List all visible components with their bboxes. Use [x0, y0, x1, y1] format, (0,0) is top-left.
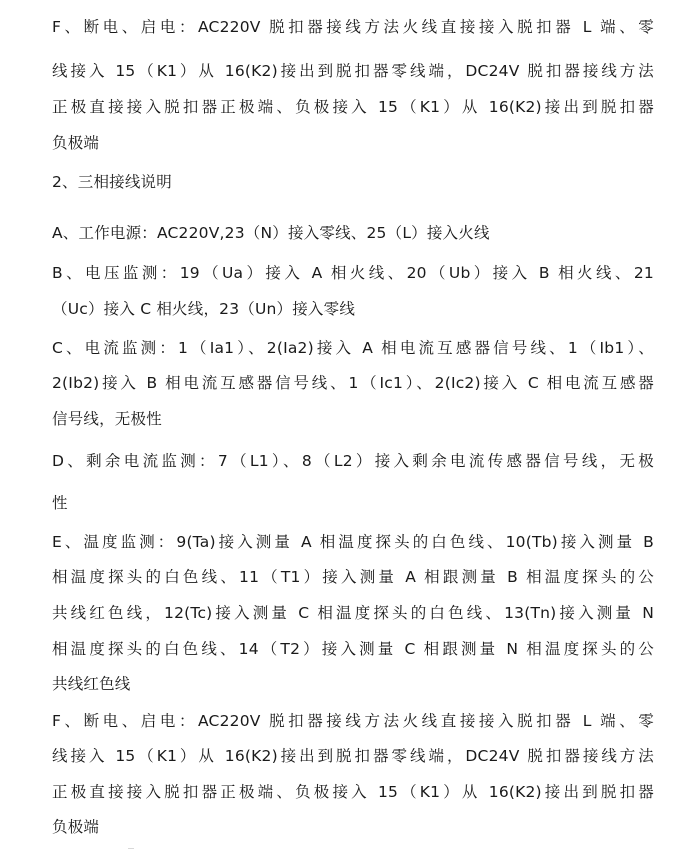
paragraph-e-line-1: E、温度监测：9(Ta)接入测量 A 相温度探头的白色线、10(Tb)接入测量 B	[52, 533, 654, 551]
paragraph-b-line-2: （Uc）接入 C 相火线，23（Un）接入零线	[52, 300, 356, 318]
paragraph-b-line-1: B、电压监测：19（Ua）接入 A 相火线、20（Ub）接入 B 相火线、21	[52, 264, 654, 282]
paragraph-f-top-line-4: 负极端	[52, 134, 100, 152]
section-title: 2、三相接线说明	[52, 173, 172, 191]
paragraph-d-line-1: D、剩余电流监测：7（L1）、8（L2）接入剩余电流传感器信号线，无极	[52, 452, 654, 470]
paragraph-c-line-3: 信号线，无极性	[52, 410, 162, 428]
paragraph-c-line-1: C、电流监测：1（Ia1）、2(Ia2)接入 A 相电流互感器信号线、1（Ib1）、	[52, 339, 654, 357]
paragraph-f-bottom-line-4: 负极端	[52, 818, 100, 836]
paragraph-e-line-2: 相温度探头的白色线、11（T1）接入测量 A 相跟测量 B 相温度探头的公	[52, 568, 654, 586]
paragraph-f-bottom-line-1: F、断电、启电：AC220V 脱扣器接线方法火线直接接入脱扣器 L 端、零	[52, 712, 654, 730]
paragraph-f-top-line-3: 正极直接接入脱扣器正极端、负极接入 15（K1）从 16(K2)接出到脱扣器	[52, 98, 654, 116]
paragraph-f-bottom-line-2: 线接入 15（K1）从 16(K2)接出到脱扣器零线端，DC24V 脱扣器接线方法	[52, 747, 654, 765]
paragraph-e-line-3: 共线红色线，12(Tc)接入测量 C 相温度探头的白色线、13(Tn)接入测量 N	[52, 604, 654, 622]
paragraph-f-top-line-2: 线接入 15（K1）从 16(K2)接出到脱扣器零线端，DC24V 脱扣器接线方法	[52, 62, 654, 80]
page-edge-mark	[128, 848, 134, 849]
paragraph-d-line-2: 性	[52, 494, 68, 512]
paragraph-e-line-4: 相温度探头的白色线、14（T2）接入测量 C 相跟测量 N 相温度探头的公	[52, 640, 654, 658]
paragraph-e-line-5: 共线红色线	[52, 675, 131, 693]
paragraph-f-bottom-line-3: 正极直接接入脱扣器正极端、负极接入 15（K1）从 16(K2)接出到脱扣器	[52, 783, 654, 801]
paragraph-c-line-2: 2(Ib2)接入 B 相电流互感器信号线、1（Ic1）、2(Ic2)接入 C 相电流互感器	[52, 374, 654, 392]
paragraph-f-top-line-1: F、断电、启电：AC220V 脱扣器接线方法火线直接接入脱扣器 L 端、零	[52, 18, 654, 36]
paragraph-a-line-1: A、工作电源：AC220V,23（N）接入零线、25（L）接入火线	[52, 224, 490, 242]
